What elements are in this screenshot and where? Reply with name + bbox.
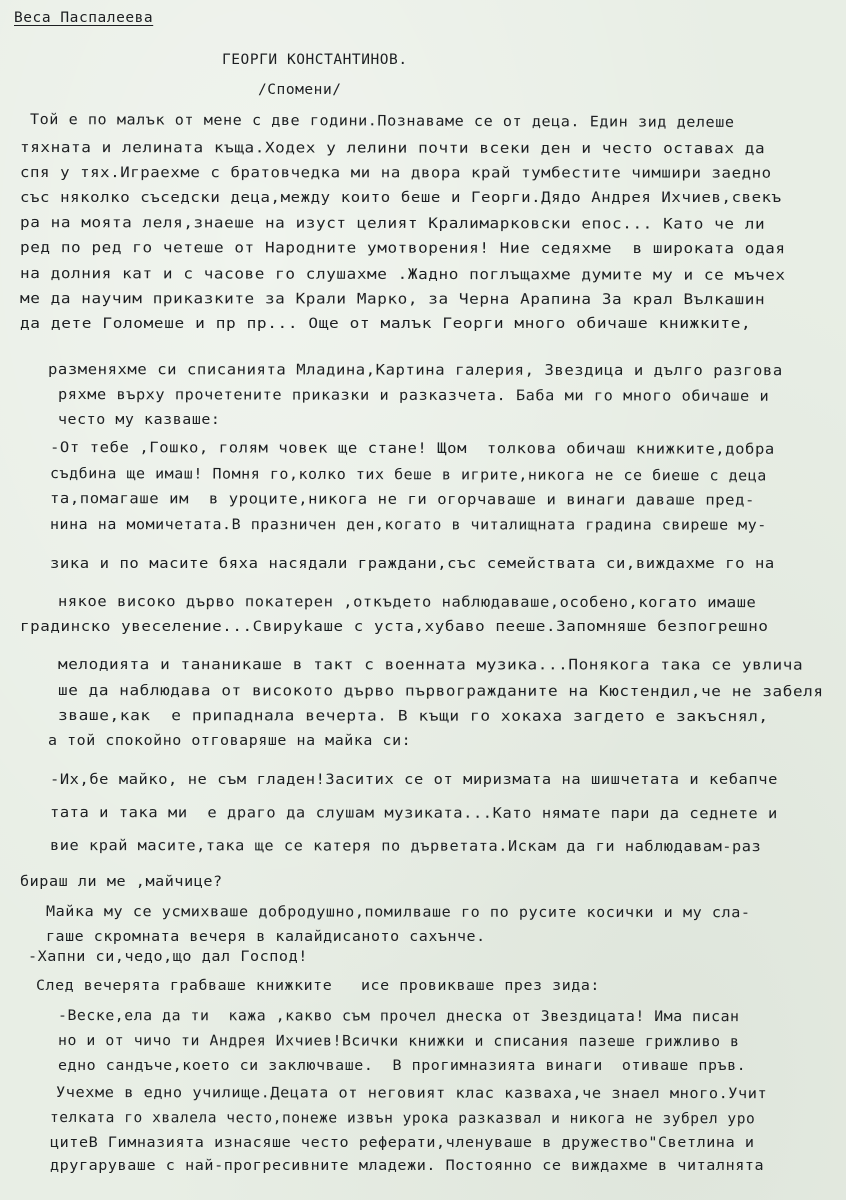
body-line: та,помагаше им в уроците,никога не ги огорчаваше и винаги даваше пред- xyxy=(49,491,756,509)
body-line: -От тебе ,Гошко, голям човек ще стане! Щом толкова обичаш книжките,добра xyxy=(49,440,775,458)
body-line: съдбина ще имаш! Помня го,колко тих беше в игрите,никога не се биеше с деца xyxy=(49,466,767,485)
body-line: но и от чичо ти Андрея Ихчиев!Всички книжки и списания пазеше грижливо в xyxy=(57,1033,740,1051)
body-line: ше да наблюдава от високото дърво първогражданите на Кюстендил,че не забеля xyxy=(57,683,824,701)
body-line: -Веске,ела да ти кажа ,какво съм прочел днеска от Звездицата! Има писан xyxy=(57,1008,740,1026)
body-line: спя у тях.Играехме с братовчедка ми на двора край тумбестите чимшири заедно xyxy=(19,165,772,182)
body-line: Учехме в едно училище.Децата от неговият клас казваха,че знаел много.Учит xyxy=(55,1085,768,1103)
body-line: другаруваше с най-прогресивните младежи. Постоянно се виждахме в читалнята xyxy=(50,1158,765,1174)
body-line: вие край масите,така ще се катеря по дърветата.Искам да ги наблюдавам-раз xyxy=(49,838,762,856)
body-line: градинско увеселение...Свируkаше с уста,хубаво пееше.Запомняше безпогрешно xyxy=(20,619,769,635)
body-line: със няколко съседски деца,между които беше и Георги.Дядо Андрея Ихчиев,свекъ xyxy=(20,190,782,206)
body-line: гаше скромната вечеря в калайдисаното сахънче. xyxy=(46,929,486,945)
body-line: -Хапни си,чедо,що дал Господ! xyxy=(28,949,308,965)
body-line: а той спокойно отговаряше на майка си: xyxy=(48,733,412,749)
body-line: зика и по масите бяха насядали граждани,със семействата си,виждахме го на xyxy=(50,556,775,572)
body-line: След вечерята грабваше книжките исе провикваше през зида: xyxy=(36,978,600,994)
body-line: на долния кат и с часове го слушахме .Жадно поглъщахме думите му и се мъчех xyxy=(19,266,786,284)
body-line: едно сандъче,което си заключваше. В прогимназията винаги отиваше пръв. xyxy=(58,1058,747,1074)
body-line: нина на момичетата.В празничен ден,когато в читалищната градина свиреше му- xyxy=(49,517,767,534)
body-line: ряхме върху прочетените приказки и разказчета. Баба ми го много обичаше и xyxy=(57,387,770,405)
body-line: зваше,как е припаднала вечерта. В къщи го хокаха загдето е закъснял, xyxy=(57,708,769,726)
author-name: Веса Паспалеева xyxy=(14,10,154,26)
body-line: -Их,бе майко, не съм гладен!Заситих се от миризмата на шишчетата и кебапче xyxy=(50,772,778,788)
document-subtitle: /Спомени/ xyxy=(258,82,342,98)
body-line: телката го хвалела често,понеже извън урока разказвал и никога не зубрел уро xyxy=(49,1110,756,1128)
body-line: тяхната и лелината къща.Ходех у лелини почти всеки ден и често оставах да xyxy=(19,140,766,158)
body-line: ра на моята леля,знаеше на изуст целият Кралимарковски епос... Като че ли xyxy=(19,215,766,233)
document-title: ГЕОРГИ КОНСТАНТИНОВ. xyxy=(222,52,408,68)
body-line: цитеВ Гимназията изнасяше често реферати,членуваше в дружество"Светлина и xyxy=(50,1135,755,1151)
body-line: ред по ред го четеше от Народните умотворения! Ние седяхме в широката одая xyxy=(19,240,786,258)
body-line: Той е по малък от мене с две години.Познаваме се от деца. Един зид делеше xyxy=(29,112,735,131)
body-line: разменяхме си списанията Младина,Картина галерия, Звездица и дълго разгова xyxy=(47,362,783,380)
body-line: тата и така ми е драго да слушам музиката...Като нямате пари да седнете и xyxy=(49,805,778,823)
body-line: ме да научим приказките за Крали Марко, за Черна Арапина За крал Вълкашин xyxy=(19,291,766,309)
body-line: често му казваше: xyxy=(58,412,221,428)
body-line: някое високо дърво покатерен ,откъдето наблюдаваше,особено,когато имаше xyxy=(57,594,757,612)
body-line: Майка му се усмихваше добродушно,помилваше го по русите косички и му сла- xyxy=(45,904,751,922)
body-line: мелодията и тананикаше в такт с военната музика...Понякога така се увлича xyxy=(57,657,804,674)
body-line: да дете Голомеше и пр пр... Още от малък Георги много обичаше книжките, xyxy=(20,316,752,332)
body-line: бираш ли ме ,майчице? xyxy=(20,874,223,890)
